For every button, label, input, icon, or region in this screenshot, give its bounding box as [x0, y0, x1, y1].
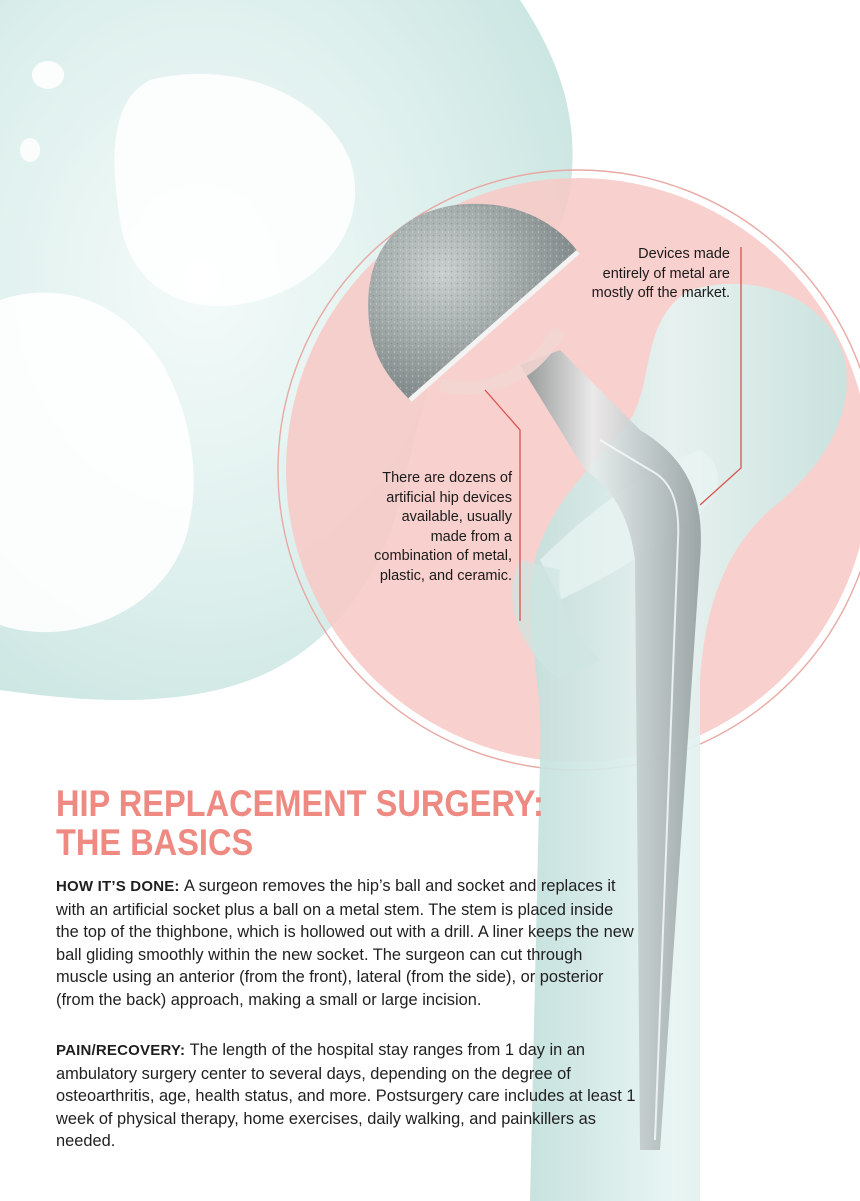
- pain-recovery-label: PAIN/RECOVERY:: [56, 1042, 190, 1059]
- title-line-2: THE BASICS: [56, 822, 254, 863]
- pain-recovery-text: The length of the hospital stay ranges from 1 day in an ambulatory surgery center to several days, depending on the degree of osteoarthritis, age, health status, and more. Postsurgery care includes at least 1 week of physical therapy, home exercises, daily walking, and painkillers as needed.: [56, 1041, 636, 1151]
- how-its-done-label: HOW IT’S DONE:: [56, 878, 184, 895]
- callout-artificial-devices: There are dozens of artificial hip devices available, usually made from a combination of metal, plastic, and ceramic.: [374, 470, 512, 584]
- pain-recovery-paragraph: [56, 1039, 636, 1153]
- page-title: [56, 784, 544, 862]
- how-its-done-paragraph: [56, 875, 636, 1012]
- title-line-1: HIP REPLACEMENT SURGERY:: [56, 783, 544, 824]
- callout-metal-devices: Devices made entirely of metal are mostly off the market.: [591, 246, 730, 301]
- how-its-done-text: A surgeon removes the hip’s ball and socket and replaces it with an artificial socket plus a ball on a metal stem. The stem is placed inside the top of the thighbone, which is hollowed out with a drill. A liner keeps the new ball gliding smoothly within the new socket. The surgeon can cut through muscle using an anterior (from the front), lateral (from the side), or posterior (from the back) approach, making a small or large incision.: [56, 877, 634, 1009]
